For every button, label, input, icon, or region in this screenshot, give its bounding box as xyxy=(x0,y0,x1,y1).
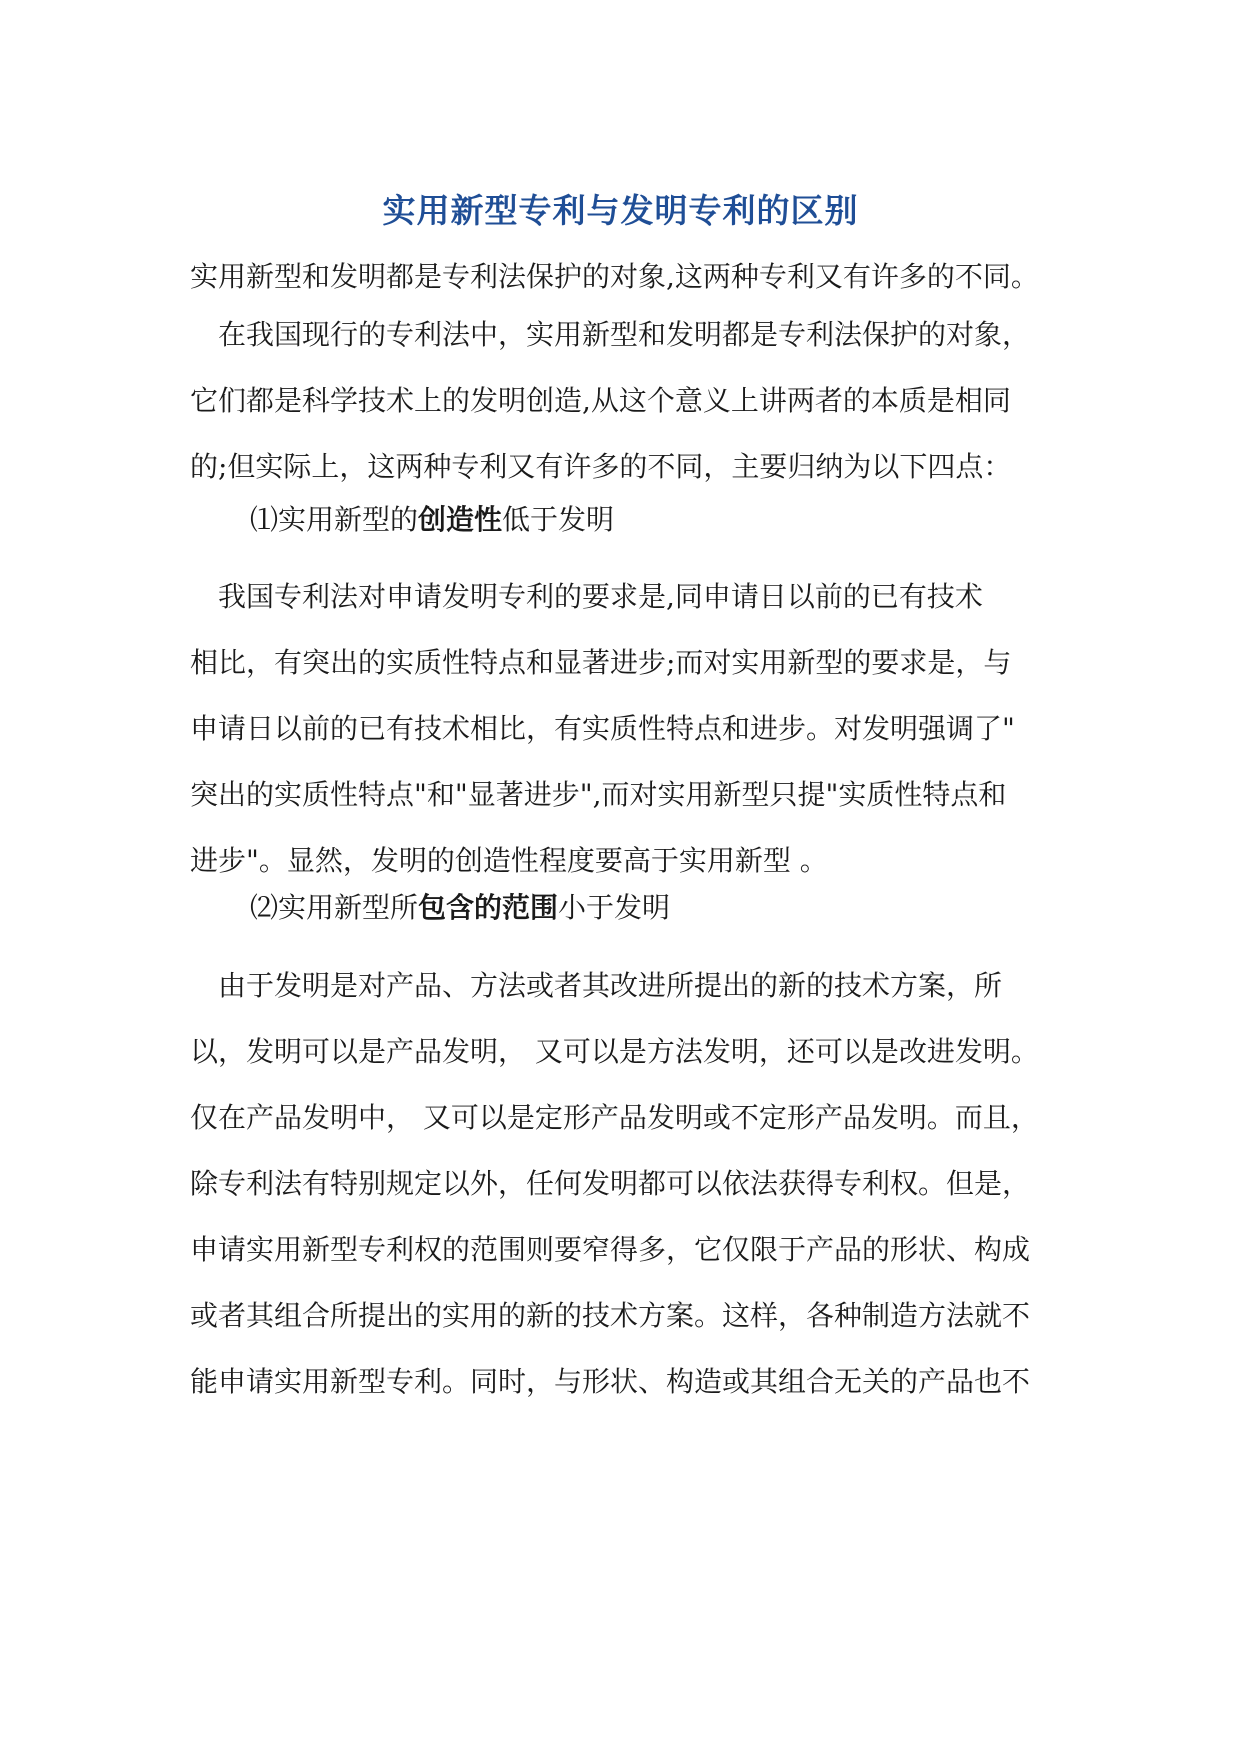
heading-keyword: 包含的范围 xyxy=(418,891,559,924)
text-line: 的;但实际上，这两种专利又有许多的不同，主要归纳为以下四点： xyxy=(190,450,1012,483)
text-line: 以，发明可以是产品发明， 又可以是方法发明，还可以是改进发明。 xyxy=(190,1035,1039,1068)
text-line: 或者其组合所提出的实用的新的技术方案。这样，各种制造方法就不 xyxy=(190,1299,1031,1332)
text-line: 相比，有突出的实质性特点和显著进步;而对实用新型的要求是，与 xyxy=(190,646,1012,679)
heading-suffix: 小于发明 xyxy=(558,891,671,924)
heading-suffix: 低于发明 xyxy=(502,503,615,536)
text-line: 仅在产品发明中， 又可以是定形产品发明或不定形产品发明。而且， xyxy=(190,1101,1039,1134)
document-title: 实用新型专利与发明专利的区别 xyxy=(382,191,859,230)
intro-paragraph xyxy=(190,244,1070,310)
heading-prefix: ⑵实用新型所 xyxy=(250,891,419,924)
text-line: 突出的实质性特点"和"显著进步",而对实用新型只提"实质性特点和 xyxy=(190,778,1007,811)
section-heading-2 xyxy=(250,888,670,928)
heading-prefix: ⑴实用新型的 xyxy=(250,503,419,536)
text-line: 除专利法有特别规定以外，任何发明都可以依法获得专利权。但是， xyxy=(190,1167,1031,1200)
text-line: 能申请实用新型专利。同时，与形状、构造或其组合无关的产品也不 xyxy=(190,1365,1031,1398)
text-line: 申请实用新型专利权的范围则要窄得多，它仅限于产品的形状、构成 xyxy=(190,1233,1031,1266)
text-line: 它们都是科学技术上的发明创造,从这个意义上讲两者的本质是相同 xyxy=(190,384,1011,417)
text-line: 实用新型和发明都是专利法保护的对象,这两种专利又有许多的不同。 xyxy=(190,260,1039,293)
paragraph-1 xyxy=(190,302,1070,500)
text-line: 我国专利法对申请发明专利的要求是,同申请日以前的已有技术 xyxy=(190,580,983,613)
text-line: 进步"。显然，发明的创造性程度要高于实用新型 。 xyxy=(190,844,828,877)
heading-keyword: 创造性 xyxy=(418,503,503,536)
paragraph-3 xyxy=(190,953,1070,1415)
text-line: 在我国现行的专利法中，实用新型和发明都是专利法保护的对象， xyxy=(190,318,1031,351)
text-line: 由于发明是对产品、方法或者其改进所提出的新的技术方案，所 xyxy=(190,969,1003,1002)
section-heading-1 xyxy=(250,500,614,540)
text-line: 申请日以前的已有技术相比，有实质性特点和进步。对发明强调了" xyxy=(190,712,1015,745)
paragraph-2 xyxy=(190,564,1070,894)
